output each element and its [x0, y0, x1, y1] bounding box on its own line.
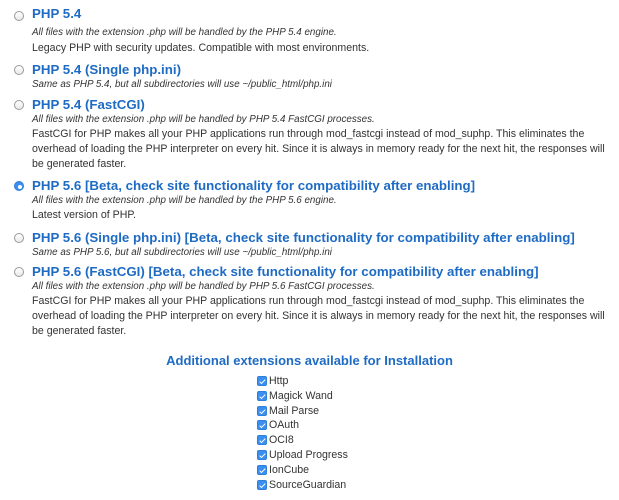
php-5-4-subtitle: All files with the extension .php will be handled by the PHP 5.4 engine. [32, 27, 337, 38]
php-5-6-fastcgi-radio[interactable] [14, 267, 24, 277]
php-5-4-title[interactable]: PHP 5.4 [32, 6, 82, 21]
extension-oauth-checkbox[interactable] [257, 420, 267, 430]
php-5-6-radio-selected[interactable] [14, 181, 24, 191]
php-5-6-single-ini-title[interactable]: PHP 5.6 (Single php.ini) [Beta, check site functionality for compatibility after enabling] [32, 230, 575, 245]
php-5-6-single-ini-subtitle: Same as PHP 5.6, but all subdirectories will use ~/public_html/php.ini [32, 247, 332, 258]
extension-http-checkbox[interactable] [257, 376, 267, 386]
extension-magick-wand-checkbox[interactable] [257, 391, 267, 401]
php-5-6-fastcgi-description: FastCGI for PHP makes all your PHP applications run through mod_fastcgi instead of mod_suphp. This eliminates the overhead of loading the PHP interpreter on every hit. Since it is always in memory ready for the next hit, the responses will be generated faster. [32, 295, 605, 337]
extension-upload-progress-checkbox[interactable] [257, 450, 267, 460]
extension-mail-parse-checkbox[interactable] [257, 406, 267, 416]
php-5-4-fastcgi-subtitle: All files with the extension .php will be handled by PHP 5.4 FastCGI processes. [32, 114, 375, 125]
extension-ioncube-checkbox[interactable] [257, 465, 267, 475]
extension-http-label[interactable]: Http [269, 375, 289, 387]
php-5-6-title[interactable]: PHP 5.6 [Beta, check site functionality for compatibility after enabling] [32, 178, 476, 193]
extension-mail-parse-label[interactable]: Mail Parse [269, 405, 320, 417]
extension-oci8-checkbox[interactable] [257, 435, 267, 445]
php-5-4-single-ini-radio[interactable] [14, 65, 24, 75]
php-5-4-description: Legacy PHP with security updates. Compatible with most environments. [32, 42, 370, 54]
php-5-4-single-ini-subtitle: Same as PHP 5.4, but all subdirectories will use ~/public_html/php.ini [32, 79, 332, 90]
extension-sourceguardian-label[interactable]: SourceGuardian [269, 479, 347, 491]
php-5-6-fastcgi-title[interactable]: PHP 5.6 (FastCGI) [Beta, check site functionality for compatibility after enabling] [32, 264, 539, 279]
extension-ioncube-label[interactable]: IonCube [269, 464, 310, 476]
php-5-6-description: Latest version of PHP. [32, 209, 137, 221]
extension-upload-progress-label[interactable]: Upload Progress [269, 449, 348, 461]
extension-sourceguardian-checkbox[interactable] [257, 480, 267, 490]
extension-magick-wand-label[interactable]: Magick Wand [269, 390, 333, 402]
extension-oci8-label[interactable]: OCI8 [269, 434, 294, 446]
php-5-4-single-ini-title[interactable]: PHP 5.4 (Single php.ini) [32, 62, 181, 77]
php-5-4-fastcgi-description: FastCGI for PHP makes all your PHP applications run through mod_fastcgi instead of mod_suphp. This eliminates the overhead of loading the PHP interpreter on every hit. Since it is always in memory ready for the next hit, the responses will be generated faster. [32, 128, 605, 170]
php-5-4-fastcgi-title[interactable]: PHP 5.4 (FastCGI) [32, 97, 145, 112]
php-5-6-subtitle: All files with the extension .php will be handled by the PHP 5.6 engine. [32, 195, 337, 206]
php-5-4-radio[interactable] [14, 11, 24, 21]
php-5-4-fastcgi-radio[interactable] [14, 100, 24, 110]
extensions-heading: Additional extensions available for Installation [166, 353, 453, 368]
php-5-6-fastcgi-subtitle: All files with the extension .php will be handled by PHP 5.6 FastCGI processes. [32, 281, 375, 292]
php-5-6-single-ini-radio[interactable] [14, 233, 24, 243]
extension-oauth-label[interactable]: OAuth [269, 419, 300, 431]
